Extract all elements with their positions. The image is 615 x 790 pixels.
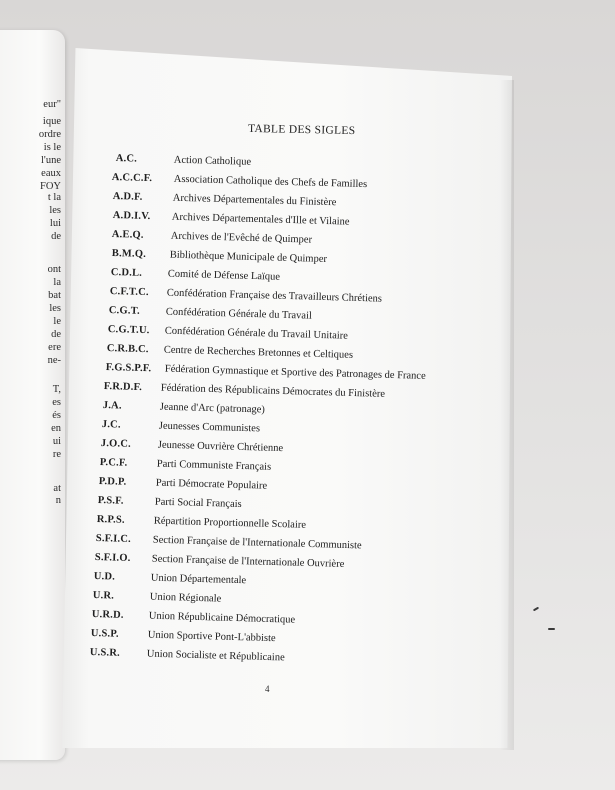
abbreviation-meaning: Section Française de l'Internationale Communiste [152,534,362,552]
left-page-text: le [53,316,61,327]
abbreviation-meaning: Section Française de l'Internationale Ouvrière [151,553,345,570]
abbreviation-meaning: Parti Démocrate Populaire [155,477,268,492]
abbreviation-meaning: Comité de Défense Laïque [167,268,281,283]
abbreviation-meaning: Jeunesse Ouvrière Chrétienne [157,439,284,455]
abbreviation-meaning: Archives Départementales d'Ille et Vilaine [171,211,350,228]
left-page-text: ique [42,116,61,127]
left-page-text: ont [47,264,61,275]
abbreviation-code: C.R.B.C. [106,343,149,356]
left-page-text: de [51,329,61,340]
abbreviation-code: P.D.P. [98,476,127,488]
abbreviation-meaning: Action Catholique [173,154,252,168]
left-page-text: eur" [43,99,61,110]
left-page-text: lui [49,218,61,229]
left-page-text: ne- [47,355,61,366]
abbreviation-code: C.G.T.U. [107,324,150,337]
abbreviation-code: C.F.T.C. [109,286,149,299]
left-page-text: ui [52,436,61,447]
abbreviation-meaning: Archives Départementales du Finistère [172,192,337,209]
left-page-text: re [52,449,61,460]
abbreviation-meaning: Parti Social Français [154,496,242,511]
abbreviation-code: A.D.F. [112,191,143,203]
left-page-text: és [52,410,61,421]
abbreviation-code: U.S.P. [90,628,119,640]
left-page-text: l'une [41,155,61,166]
abbreviation-meaning: Parti Communiste Français [156,458,272,473]
left-page-text: les [49,205,61,216]
abbreviation-code: U.R.D. [91,609,124,621]
page-title: TABLE DES SIGLES [247,122,356,138]
abbreviation-code: F.G.S.P.F. [105,362,152,375]
abbreviation-code: A.E.Q. [111,229,144,241]
abbreviation-code: S.F.I.C. [95,533,132,545]
abbreviation-meaning: Centre de Recherches Bretonnes et Celtiques [163,344,354,361]
abbreviation-code: C.G.T. [108,305,141,317]
abbreviation-meaning: Union Républicaine Démocratique [148,610,296,626]
abbreviation-code: R.P.S. [96,514,125,526]
abbreviation-meaning: Union Départementale [150,572,247,587]
left-page-text: n [55,495,61,506]
abbreviation-code: A.D.I.V. [112,210,151,223]
left-page-text: FOY [39,181,61,192]
abbreviation-code: A.C.C.F. [111,172,153,185]
left-page-text: eaux [41,168,61,179]
left-page-text: is le [43,142,61,153]
left-page [0,30,65,760]
abbreviation-code: U.D. [93,571,116,583]
left-page-text: ordre [38,129,61,140]
left-page-text: es [52,397,61,408]
abbreviation-meaning: Jeunesses Communistes [158,420,261,435]
abbreviation-code: C.D.L. [110,267,143,279]
left-page-text: les [49,303,61,314]
abbreviation-meaning: Répartition Proportionnelle Scolaire [153,515,307,531]
abbreviation-code: J.A. [102,400,122,412]
abbreviation-meaning: Union Socialiste et Républicaine [146,648,285,664]
abbreviation-code: A.C. [115,153,138,165]
abbreviation-meaning: Confédération Française des Travailleurs Chrétiens [166,287,383,305]
left-page-text: ere [48,342,61,353]
left-page-text: t la [47,192,61,203]
abbreviation-code: S.F.I.O. [94,552,131,564]
abbreviation-code: U.S.R. [89,647,121,659]
left-page-text: T, [52,384,61,395]
left-page-text: la [53,277,61,288]
dust-speck [533,607,539,612]
left-page-text: bat [48,290,61,301]
abbreviation-code: J.C. [101,419,121,431]
left-page-text: de [51,231,61,242]
page-edge-shadow [500,80,514,750]
abbreviation-meaning: Confédération Générale du Travail Unitaire [164,325,349,342]
abbreviation-meaning: Confédération Générale du Travail [165,306,313,322]
abbreviation-code: U.R. [92,590,115,602]
abbreviation-meaning: Union Sportive Pont-L'abbiste [147,629,276,645]
abbreviation-meaning: Fédération Gymnastique et Sportive des Patronages de France [164,363,426,382]
abbreviation-code: P.C.F. [99,457,128,469]
abbreviation-code: P.S.F. [97,495,124,507]
abbreviation-meaning: Archives de l'Evêché de Quimper [170,230,313,246]
abbreviation-meaning: Fédération des Républicains Démocrates du Finistère [160,382,386,400]
abbreviation-code: J.O.C. [100,438,132,450]
abbreviation-code: F.R.D.F. [103,381,143,394]
abbreviation-meaning: Association Catholique des Chefs de Familles [173,173,368,191]
dust-speck [548,628,555,630]
left-page-text: at [53,483,61,494]
page-number: 4 [265,684,270,694]
abbreviation-meaning: Bibliothèque Municipale de Quimper [169,249,328,266]
left-page-text: en [51,423,61,434]
abbreviation-meaning: Union Régionale [149,591,222,605]
abbreviation-meaning: Jeanne d'Arc (patronage) [159,401,266,416]
abbreviation-code: B.M.Q. [111,248,147,260]
